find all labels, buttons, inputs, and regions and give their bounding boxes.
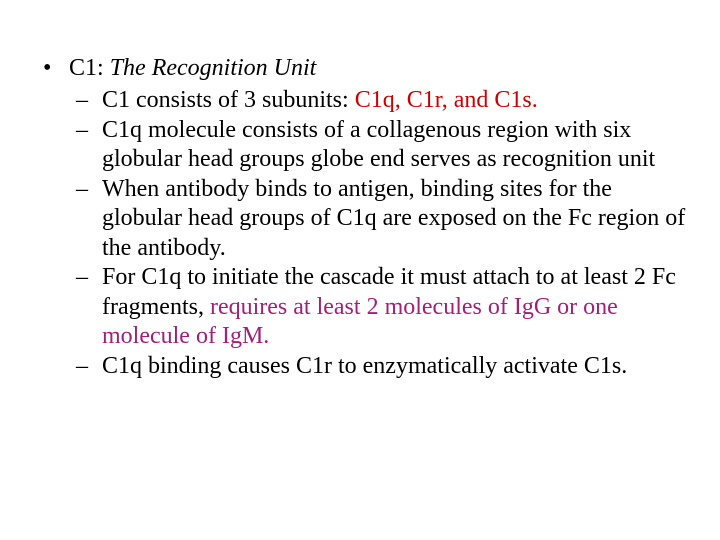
sub-bullet-text: When antibody binds to antigen, binding sites for the globular head groups of C1q are exposed on the Fc region of the antibody. [102,175,686,261]
sub-bullet-text: For C1q to initiate the cascade it must attach to at least 2 Fc fragments, [102,264,676,320]
sub-bullet-text: C1q molecule consists of a collagenous region with six globular head groups globe end serves as recognition unit [102,116,656,172]
dash-marker: – [76,87,88,113]
sub-bullet-antibody-binding [76,175,696,264]
sub-bullet-cascade-initiation [76,263,696,352]
slide-title: The Recognition Unit [109,55,317,81]
dash-marker: – [76,116,88,143]
sub-bullet-c1r-activation [76,352,696,382]
main-bullet [43,53,316,83]
dash-marker: – [76,264,88,290]
sub-bullet-text: C1q binding causes C1r to enzymatically activate C1s. [102,352,628,379]
igg-igm-requirement-highlight: requires at least 2 molecules of IgG or one molecule of IgM. [102,293,618,349]
sub-bullet-text: C1 consists of 3 subunits: [102,87,355,113]
sub-bullet-subunits [76,86,696,116]
dash-marker: – [76,352,88,379]
bullet-label: C1: [69,55,110,81]
subunit-names-highlight: C1q, C1r, and C1s. [354,87,538,113]
dash-marker: – [76,175,88,202]
sub-bullet-list [76,86,696,381]
sub-bullet-c1q-molecule [76,116,696,175]
bullet-marker: • [43,55,52,81]
